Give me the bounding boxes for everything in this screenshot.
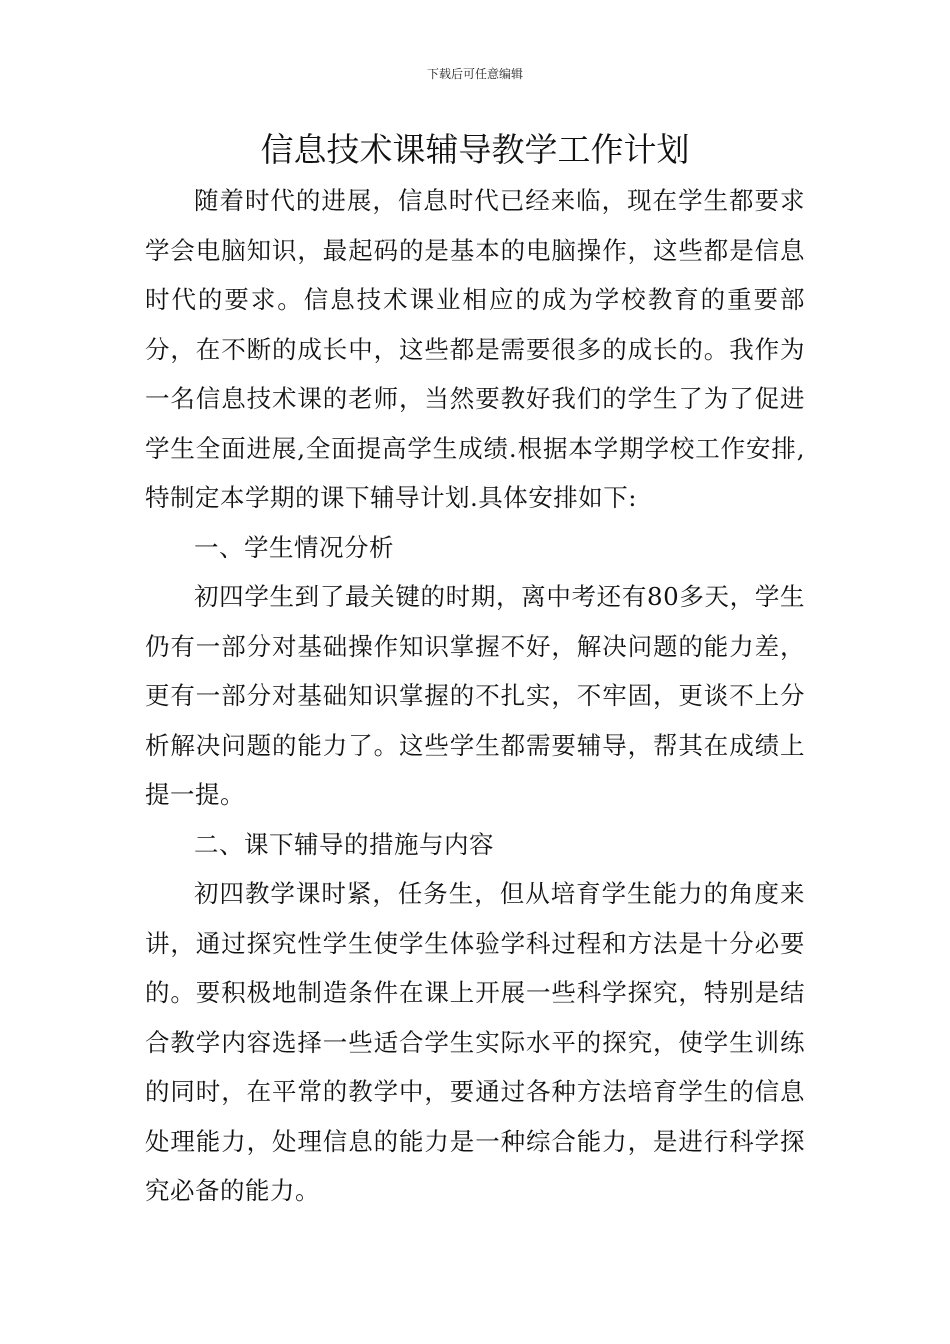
student-analysis-paragraph: 初四学生到了最关键的时期，离中考还有80多天，学生仍有一部分对基础操作知识掌握不好，解决问题的能力差，更有一部分对基础知识掌握的不扎实，不牢固，更谈不上分析解决问题的能力了。这些学生都需要辅导，帮其在成绩上提一提。	[145, 582, 805, 809]
section-heading-student-analysis: 一、学生情况分析	[194, 532, 394, 562]
tutoring-measures-paragraph: 初四教学课时紧，任务生，但从培育学生能力的角度来讲，通过探究性学生使学生体验学科过程和方法是十分必要的。要积极地制造条件在课上开展一些科学探究，特别是结合教学内容选择一些适合学生实际水平的探究，使学生训练的同时，在平常的教学中，要通过各种方法培育学生的信息处理能力，处理信息的能力是一种综合能力，是进行科学探究必备的能力。	[145, 879, 805, 1205]
document-body	[145, 176, 805, 1216]
section-heading-tutoring-measures: 二、课下辅导的措施与内容	[194, 829, 494, 859]
page-header-note: 下载后可任意编辑	[426, 67, 523, 81]
document-title: 信息技术课辅导教学工作计划	[260, 130, 690, 169]
intro-paragraph: 随着时代的进展，信息时代已经来临，现在学生都要求学会电脑知识，最起码的是基本的电脑操作，这些都是信息时代的要求。信息技术课业相应的成为学校教育的重要部分，在不断的成长中，这些都是需要很多的成长的。我作为一名信息技术课的老师，当然要教好我们的学生了为了促进学生全面进展,全面提高学生成绩.根据本学期学校工作安排,特制定本学期的课下辅导计划.具体安排如下:	[145, 186, 805, 512]
